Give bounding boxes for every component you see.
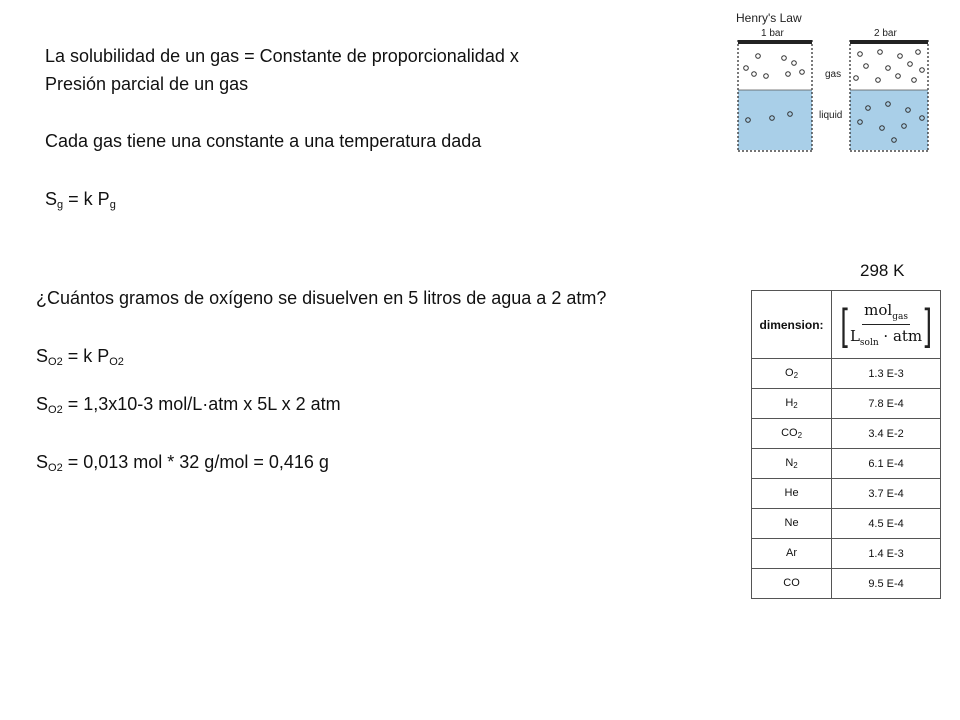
table-row xyxy=(752,449,941,479)
equation-1 xyxy=(36,344,124,374)
figure-left-label: 1 bar xyxy=(761,28,784,39)
constant-value: 7.8 E-4 xyxy=(832,389,941,419)
piston-right xyxy=(850,40,928,44)
equation-2 xyxy=(36,392,341,422)
unit-denominator: $L_{soln}$ · atm xyxy=(849,327,923,348)
right-bracket: ] xyxy=(924,299,932,349)
gas-name: $CO_2$ xyxy=(752,419,832,449)
gas-name: Ne xyxy=(752,509,832,539)
eq3-rhs: = 0,013 mol * 32 g/mol = 0,416 g xyxy=(67,452,329,472)
unit-numerator: mol$_{gas}$ xyxy=(862,301,910,325)
table-row xyxy=(752,509,941,539)
temperature-label: 298 K xyxy=(860,261,905,280)
eq2-s: S xyxy=(36,394,49,414)
eq3-s-sub: O2 xyxy=(48,462,63,474)
table-row xyxy=(752,569,941,599)
gas-name: CO xyxy=(752,569,832,599)
container-2bar xyxy=(850,40,928,151)
definition-line-1: La solubilidad de un gas = Constante de proporcionalidad x xyxy=(45,46,519,66)
constant-value: 4.5 E-4 xyxy=(832,509,941,539)
constant-value: 9.5 E-4 xyxy=(832,569,941,599)
formula-p-sub: g xyxy=(109,199,116,211)
gas-name: $O_2$ xyxy=(752,359,832,389)
eq1-s-sub: O2 xyxy=(48,356,63,368)
equation-3 xyxy=(36,450,329,480)
figure-title: Henry's Law xyxy=(736,11,802,25)
henry-formula xyxy=(45,187,116,217)
gas-name: Ar xyxy=(752,539,832,569)
table-row xyxy=(752,539,941,569)
constant-value: 1.4 E-3 xyxy=(832,539,941,569)
piston-left xyxy=(738,40,812,44)
table-row xyxy=(752,479,941,509)
figure-liquid-label: liquid xyxy=(819,110,843,121)
table-header-row xyxy=(752,291,941,359)
eq3-s: S xyxy=(36,452,49,472)
formula-rhs: = k P xyxy=(68,189,110,209)
henry-law-figure xyxy=(728,8,936,154)
formula-s: S xyxy=(45,189,58,209)
eq1-s: S xyxy=(36,346,49,366)
constant-statement: Cada gas tiene una constante a una temperatura dada xyxy=(45,131,482,151)
table-row xyxy=(752,359,941,389)
eq1-rhs: = k P xyxy=(67,346,110,366)
gas-name: He xyxy=(752,479,832,509)
henry-constants-table xyxy=(751,290,941,599)
unit-fraction xyxy=(838,301,935,348)
dimension-label: dimension: xyxy=(752,291,832,359)
eq1-rhs-sub: O2 xyxy=(109,356,124,368)
definition-line-2: Presión parcial de un gas xyxy=(45,74,249,94)
figure-gas-label: gas xyxy=(825,69,842,80)
gas-name: $N_2$ xyxy=(752,449,832,479)
container-1bar xyxy=(738,40,812,151)
table-row xyxy=(752,419,941,449)
left-bracket: [ xyxy=(840,299,848,349)
table-row xyxy=(752,389,941,419)
figure-right-label: 2 bar xyxy=(874,28,897,39)
constant-value: 1.3 E-3 xyxy=(832,359,941,389)
problem-question: ¿Cuántos gramos de oxígeno se disuelven en 5 litros de agua a 2 atm? xyxy=(36,288,607,308)
constant-value: 3.4 E-2 xyxy=(832,419,941,449)
constant-value: 3.7 E-4 xyxy=(832,479,941,509)
eq2-rhs: = 1,3x10-3 mol/L·atm x 5L x 2 atm xyxy=(67,394,341,414)
constant-value: 6.1 E-4 xyxy=(832,449,941,479)
gas-name: $H_2$ xyxy=(752,389,832,419)
liquid-fill-left xyxy=(738,90,812,150)
unit-cell xyxy=(832,291,941,359)
formula-s-sub: g xyxy=(57,199,64,211)
eq2-s-sub: O2 xyxy=(48,404,63,416)
